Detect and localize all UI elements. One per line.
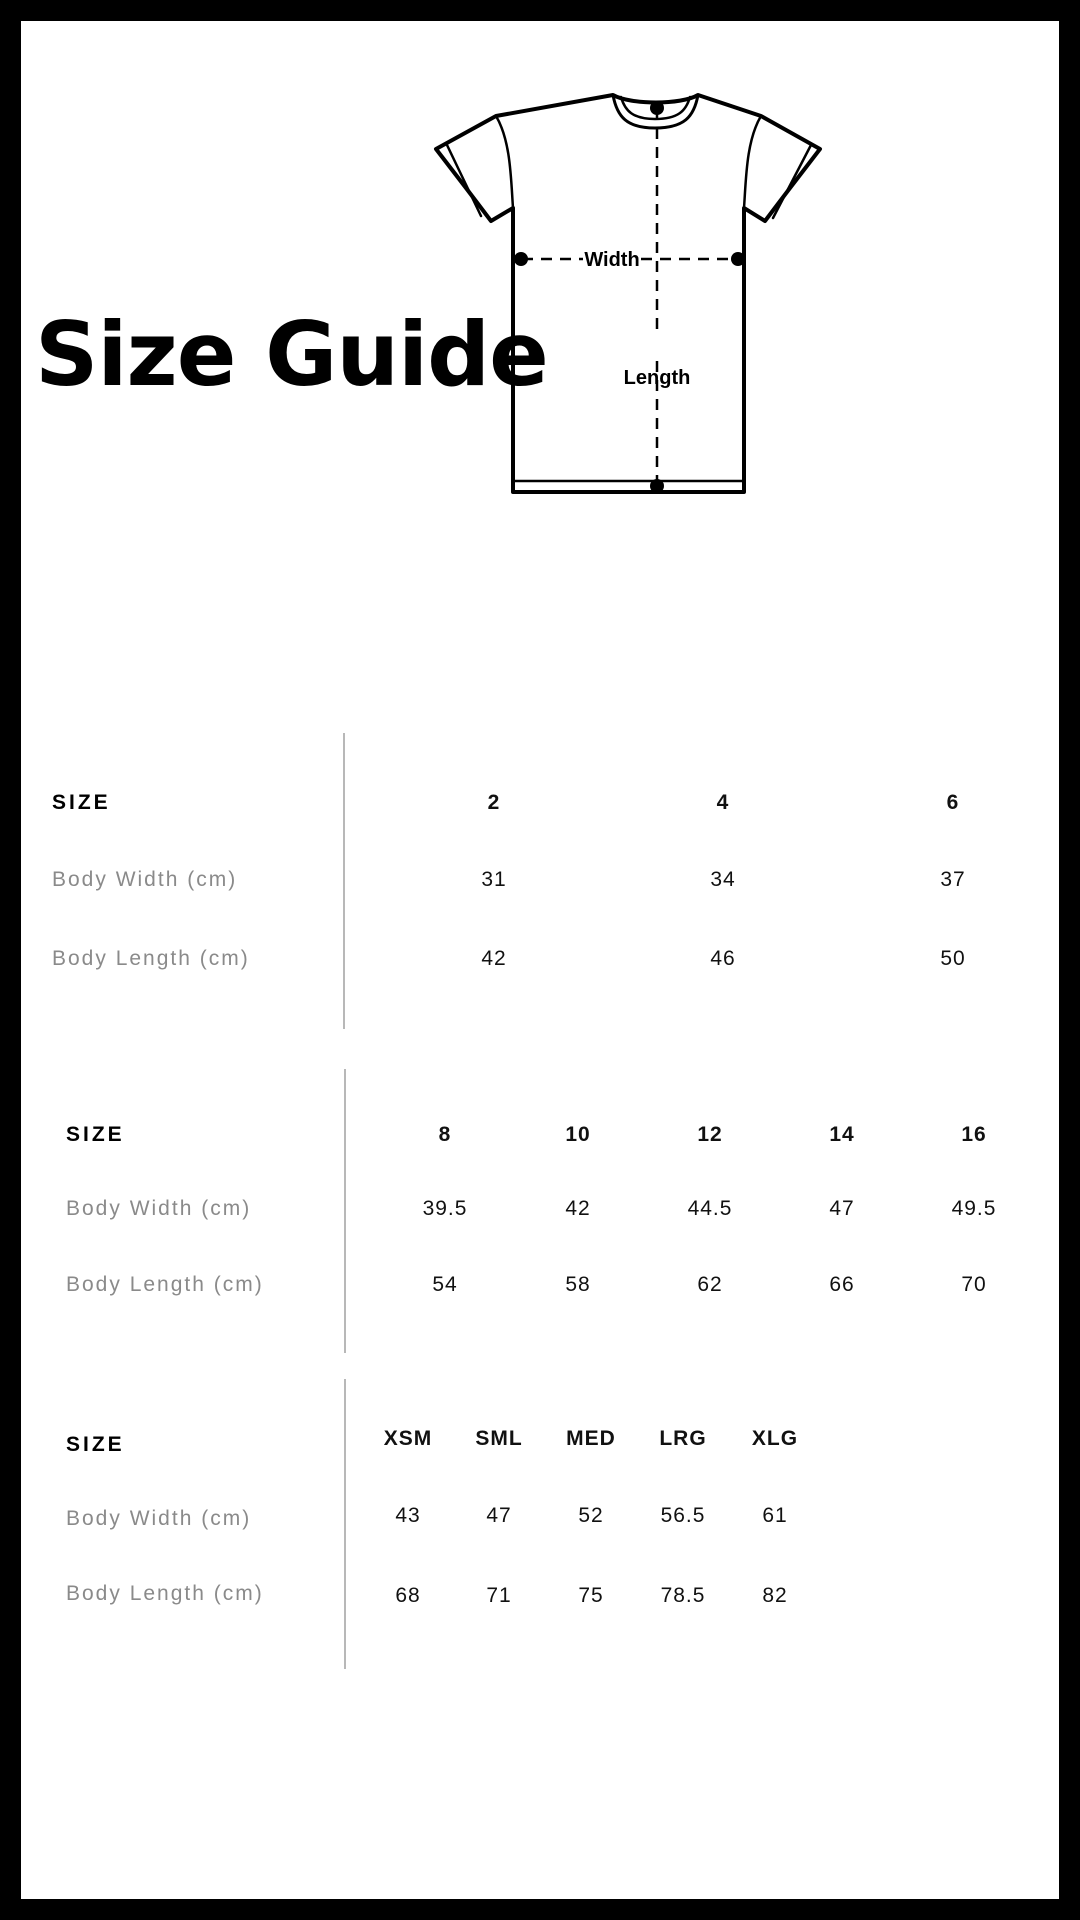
page-title: Size Guide — [35, 303, 548, 406]
body-width-label: Body Width (cm) — [52, 868, 238, 891]
width-value: 37 — [940, 868, 966, 891]
tshirt-diagram — [21, 21, 1059, 661]
length-value: 75 — [578, 1584, 604, 1607]
length-value: 66 — [829, 1273, 855, 1296]
size-value: XLG — [751, 1427, 799, 1450]
width-value: 61 — [762, 1504, 788, 1527]
measure-dot — [650, 101, 664, 115]
measure-dot — [650, 479, 664, 493]
size-header-label: SIZE — [66, 1123, 125, 1146]
measure-dot — [731, 252, 745, 266]
body-length-label: Body Length (cm) — [66, 1273, 264, 1296]
length-value: 50 — [940, 947, 966, 970]
length-value: 42 — [481, 947, 507, 970]
measure-lines — [522, 109, 737, 486]
body-length-label: Body Length (cm) — [52, 947, 250, 970]
size-value: XSM — [383, 1427, 433, 1450]
size-value: 12 — [697, 1123, 723, 1146]
width-value: 47 — [829, 1197, 855, 1220]
measure-dot — [514, 252, 528, 266]
length-value: 82 — [762, 1584, 788, 1607]
tshirt-outline — [436, 95, 820, 492]
width-value: 52 — [578, 1504, 604, 1527]
size-value: 6 — [946, 791, 960, 814]
size-guide-page — [21, 21, 1059, 1899]
body-width-label: Body Width (cm) — [66, 1507, 252, 1530]
width-value: 42 — [565, 1197, 591, 1220]
size-value: 10 — [565, 1123, 591, 1146]
length-value: 70 — [961, 1273, 987, 1296]
size-value: 2 — [487, 791, 501, 814]
width-value: 47 — [486, 1504, 512, 1527]
table-divider — [344, 1069, 346, 1353]
size-value: 8 — [438, 1123, 452, 1146]
table-divider — [343, 733, 345, 1029]
length-value: 58 — [565, 1273, 591, 1296]
size-value: SML — [475, 1427, 523, 1450]
length-value: 62 — [697, 1273, 723, 1296]
width-value: 56.5 — [660, 1504, 706, 1527]
width-value: 43 — [395, 1504, 421, 1527]
width-value: 39.5 — [422, 1197, 468, 1220]
width-value: 44.5 — [687, 1197, 733, 1220]
length-value: 68 — [395, 1584, 421, 1607]
length-value: 71 — [486, 1584, 512, 1607]
table-divider — [344, 1379, 346, 1669]
size-value: MED — [566, 1427, 616, 1450]
size-value: LRG — [659, 1427, 707, 1450]
length-label: Length — [623, 367, 691, 389]
body-length-label: Body Length (cm) — [66, 1582, 264, 1605]
length-value: 78.5 — [660, 1584, 706, 1607]
width-value: 31 — [481, 868, 507, 891]
body-width-label: Body Width (cm) — [66, 1197, 252, 1220]
length-value: 46 — [710, 947, 736, 970]
size-value: 4 — [716, 791, 730, 814]
size-value: 14 — [829, 1123, 855, 1146]
length-value: 54 — [432, 1273, 458, 1296]
width-value: 34 — [710, 868, 736, 891]
size-value: 16 — [961, 1123, 987, 1146]
size-header-label: SIZE — [52, 791, 111, 814]
size-header-label: SIZE — [66, 1433, 125, 1456]
width-value: 49.5 — [951, 1197, 997, 1220]
width-label: Width — [584, 249, 640, 271]
